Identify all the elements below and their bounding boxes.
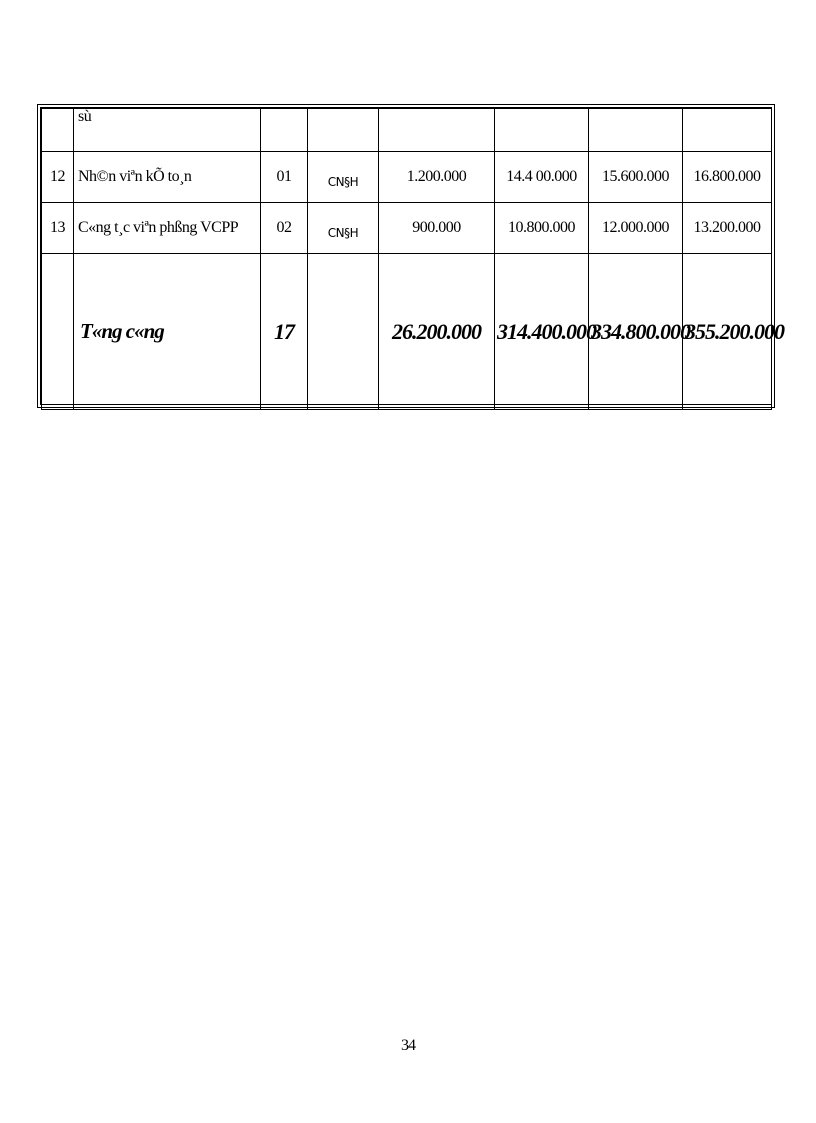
- table-row: [42, 109, 772, 152]
- quantity-cell: [261, 109, 308, 152]
- value-cell-2: 14.4 00.000: [495, 152, 589, 203]
- salary-table-frame: [37, 104, 784, 408]
- total-value-cell-3: 334.800.000: [589, 254, 683, 410]
- value-cell-3: [589, 109, 683, 152]
- table-row: [42, 203, 772, 254]
- row-number-cell: 12: [42, 152, 74, 203]
- row-number-cell: [42, 254, 74, 410]
- total-label-cell: T«ng c«ng: [74, 254, 261, 410]
- value-cell-4: [683, 109, 772, 152]
- value-cell-2: 10.800.000: [495, 203, 589, 254]
- value-cell-4: 16.800.000: [683, 152, 772, 203]
- table-row-total: [42, 254, 772, 410]
- total-value-cell-4: 355.200.000: [683, 254, 772, 410]
- salary-table: [41, 108, 784, 410]
- unit-cell: CN§H: [308, 152, 379, 203]
- page-number: 34: [401, 1037, 415, 1054]
- unit-cell: CN§H: [308, 203, 379, 254]
- total-value-cell-1: 26.200.000: [379, 254, 495, 410]
- position-name-cell: Nh©n viªn kÕ to¸n: [74, 152, 261, 203]
- value-cell-1: [379, 109, 495, 152]
- total-value-cell-2: 314.400.000: [495, 254, 589, 410]
- quantity-cell: 01: [261, 152, 308, 203]
- value-cell-4: 13.200.000: [683, 203, 772, 254]
- position-name-cell: C«ng t¸c viªn phßng VCPP: [74, 203, 261, 254]
- unit-cell: [308, 254, 379, 410]
- total-quantity-cell: 17: [261, 254, 308, 410]
- row-number-cell: [42, 109, 74, 152]
- value-cell-1: 900.000: [379, 203, 495, 254]
- value-cell-1: 1.200.000: [379, 152, 495, 203]
- row-number-cell: 13: [42, 203, 74, 254]
- value-cell-3: 12.000.000: [589, 203, 683, 254]
- quantity-cell: 02: [261, 203, 308, 254]
- unit-cell: [308, 109, 379, 152]
- position-name-cell: sù: [74, 109, 261, 152]
- value-cell-3: 15.600.000: [589, 152, 683, 203]
- value-cell-2: [495, 109, 589, 152]
- table-row: [42, 152, 772, 203]
